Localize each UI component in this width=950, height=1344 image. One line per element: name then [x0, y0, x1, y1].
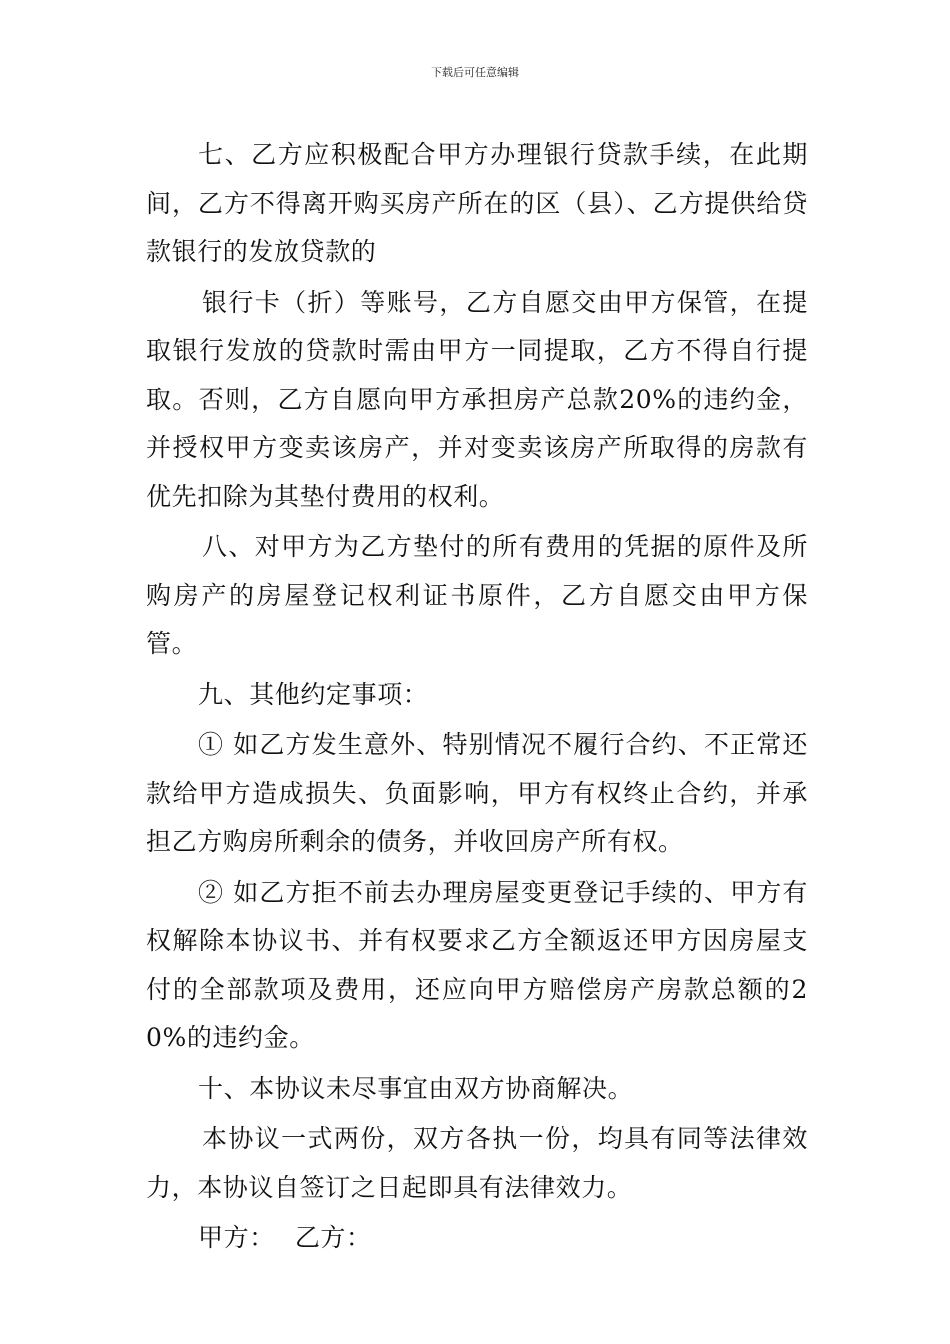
document-body	[146, 131, 808, 1263]
party-a-label: 甲方：	[198, 1223, 275, 1252]
clause-8: 八、对甲方为乙方垫付的所有费用的凭据的原件及所购房产的房屋登记权利证书原件，乙方自愿交由甲方保管。	[146, 532, 808, 658]
clause-9-item-1: ① 如乙方发生意外、特别情况不履行合约、不正常还款给甲方造成损失、负面影响，甲方有权终止合约，并承担乙方购房所剩余的债务，并收回房产所有权。	[146, 730, 808, 856]
clause-7-part-1: 七、乙方应积极配合甲方办理银行贷款手续，在此期间，乙方不得离开购买房产所在的区（县）、乙方提供给贷款银行的发放贷款的	[146, 140, 808, 266]
clause-7-part-2: 银行卡（折）等账号，乙方自愿交由甲方保管，在提取银行发放的贷款时需由甲方一同提取，乙方不得自行提取。否则，乙方自愿向甲方承担房产总款20%的违约金，并授权甲方变卖该房产，并对变卖该房产所取得的房款有优先扣除为其垫付费用的权利。	[146, 287, 808, 511]
header-note: 下载后可任意编辑	[431, 66, 519, 79]
clause-9-item-2: ② 如乙方拒不前去办理房屋变更登记手续的、甲方有权解除本协议书、并有权要求乙方全额返还甲方因房屋支付的全部款项及费用，还应向甲方赔偿房产房款总额的20%的违约金。	[146, 877, 808, 1052]
closing-statement: 本协议一式两份，双方各执一份，均具有同等法律效力，本协议自签订之日起即具有法律效力。	[146, 1124, 808, 1202]
party-b-label: 乙方：	[294, 1223, 372, 1252]
signature-line	[146, 1214, 808, 1263]
clause-10: 十、本协议未尽事宜由双方协商解决。	[198, 1073, 634, 1103]
clause-9-heading: 九、其他约定事项：	[198, 679, 429, 709]
